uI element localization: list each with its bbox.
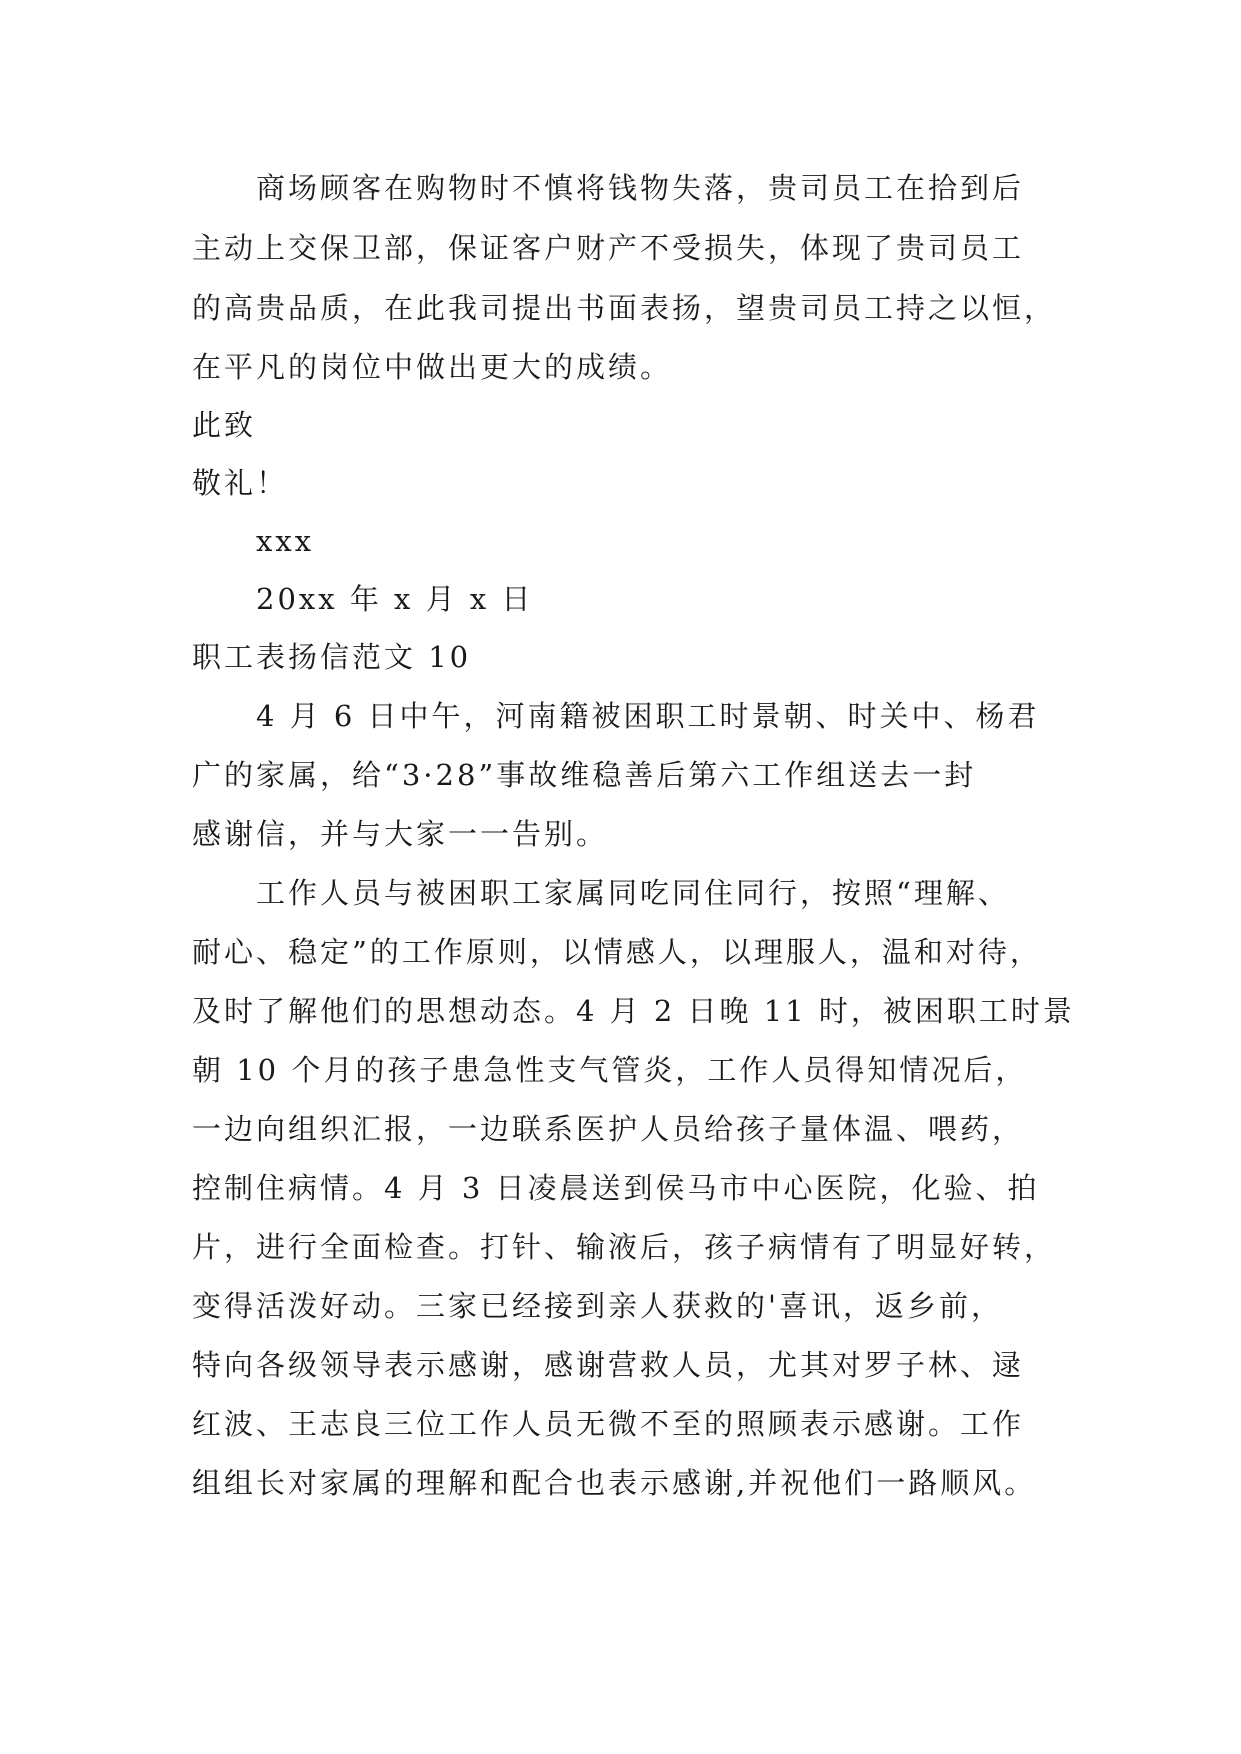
paragraph-line: 片，进行全面检查。打针、输液后，孩子病情有了明显好转， [192, 1230, 1057, 1264]
paragraph-line: 在平凡的岗位中做出更大的成绩。 [192, 350, 673, 384]
paragraph-line: 耐心、稳定”的工作原则，以情感人，以理服人，温和对待， [192, 935, 1042, 969]
paragraph-line: 一边向组织汇报，一边联系医护人员给孩子量体温、喂药， [192, 1112, 1025, 1146]
paragraph-line: 主动上交保卫部，保证客户财产不受损失，体现了贵司员工 [192, 231, 1025, 265]
paragraph-line: 控制住病情。4 月 3 日凌晨送到侯马市中心医院，化验、拍 [192, 1171, 1040, 1205]
paragraph-line: 特向各级领导表示感谢，感谢营救人员，尤其对罗子林、逯 [192, 1348, 1025, 1382]
signature: xxx [256, 524, 315, 558]
paragraph-line: 组组长对家属的理解和配合也表示感谢,并祝他们一路顺风。 [192, 1466, 1037, 1500]
paragraph-line: 的高贵品质，在此我司提出书面表扬，望贵司员工持之以恒， [192, 291, 1057, 325]
paragraph-line: 感谢信，并与大家一一告别。 [192, 817, 609, 851]
paragraph-line: 商场顾客在购物时不慎将钱物失落，贵司员工在拾到后 [256, 171, 1025, 205]
paragraph-line: 变得活泼好动。三家已经接到亲人获救的'喜讯，返乡前， [192, 1289, 1003, 1323]
closing-line: 敬礼！ [192, 466, 289, 500]
paragraph-line: 工作人员与被困职工家属同吃同住同行，按照“理解、 [256, 876, 1010, 910]
signature-date: 20xx 年 x 月 x 日 [256, 582, 534, 616]
paragraph-line: 朝 10 个月的孩子患急性支气管炎，工作人员得知情况后， [192, 1053, 1028, 1087]
paragraph-line: 及时了解他们的思想动态。4 月 2 日晚 11 时，被困职工时景 [192, 994, 1075, 1028]
paragraph-line: 红波、王志良三位工作人员无微不至的照顾表示感谢。工作 [192, 1407, 1025, 1441]
salutation-line: 此致 [192, 408, 257, 442]
section-heading: 职工表扬信范文 10 [192, 640, 472, 674]
paragraph-line: 广的家属，给“3·28”事故维稳善后第六工作组送去一封 [192, 758, 977, 792]
paragraph-line: 4 月 6 日中午，河南籍被困职工时景朝、时关中、杨君 [256, 699, 1040, 733]
